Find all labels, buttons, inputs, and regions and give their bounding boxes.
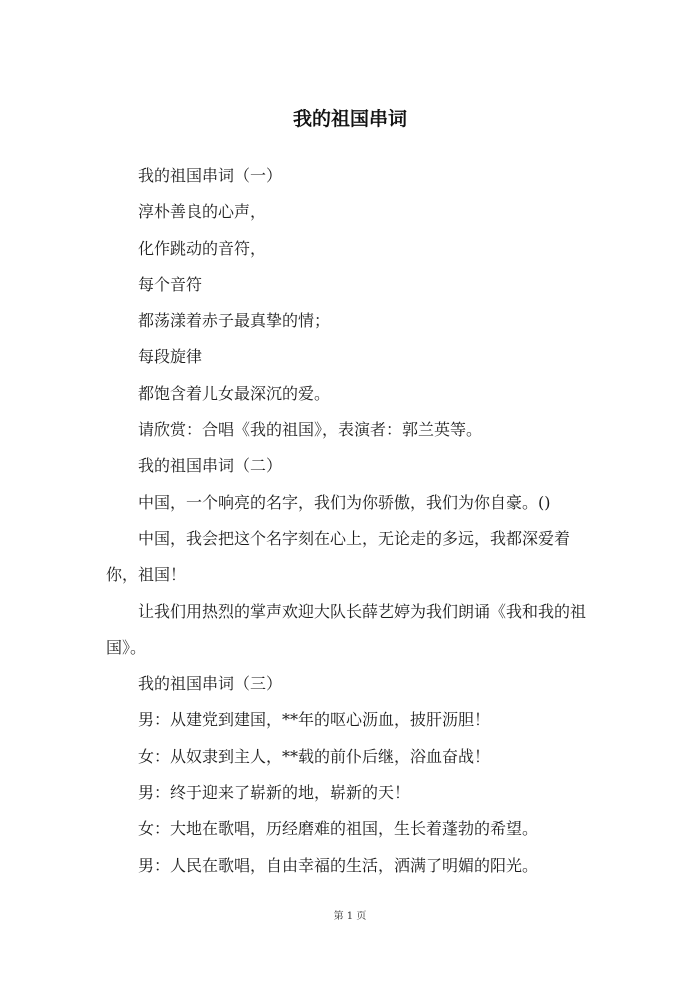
paragraph: 我的祖国串词（一） (138, 166, 283, 185)
paragraph: 我的祖国串词（三） (138, 674, 283, 694)
paragraph: 中国，我会把这个名字刻在心上，无论走的多远，我都深爱着你，祖国！ (106, 528, 571, 585)
paragraph: 请欣赏：合唱《我的祖国》，表演者：郭兰英等。 (138, 420, 483, 440)
paragraph: 化作跳动的音符， (138, 238, 267, 258)
paragraph: 每段旋律 (138, 347, 203, 367)
paragraph: 中国，一个响亮的名字，我们为你骄傲，我们为你自豪。() (138, 492, 551, 512)
paragraph: 都饱含着儿女最深沉的爱。 (138, 383, 331, 403)
document-title: 我的祖国串词 (292, 108, 407, 130)
document-body (106, 158, 600, 884)
paragraph: 都荡漾着赤子最真挚的情； (138, 311, 331, 331)
paragraph: 淳朴善良的心声， (138, 202, 267, 222)
page-number: 第 1 页 (333, 911, 367, 922)
paragraph: 我的祖国串词（二） (138, 456, 283, 476)
paragraph: 让我们用热烈的掌声欢迎大队长薛艺婷为我们朗诵《我和我的祖国》。 (106, 601, 587, 657)
paragraph: 男：人民在歌唱，自由幸福的生活，洒满了明媚的阳光。 (138, 855, 539, 875)
paragraph: 男：终于迎来了崭新的地，崭新的天！ (138, 783, 411, 803)
paragraph: 每个音符 (138, 274, 203, 294)
paragraph: 女：从奴隶到主人，**载的前仆后继，浴血奋战！ (138, 746, 491, 766)
paragraph: 女：大地在歌唱，历经磨难的祖国，生长着蓬勃的希望。 (138, 819, 539, 839)
paragraph: 男：从建党到建国，**年的呕心沥血，披肝沥胆！ (138, 710, 491, 730)
